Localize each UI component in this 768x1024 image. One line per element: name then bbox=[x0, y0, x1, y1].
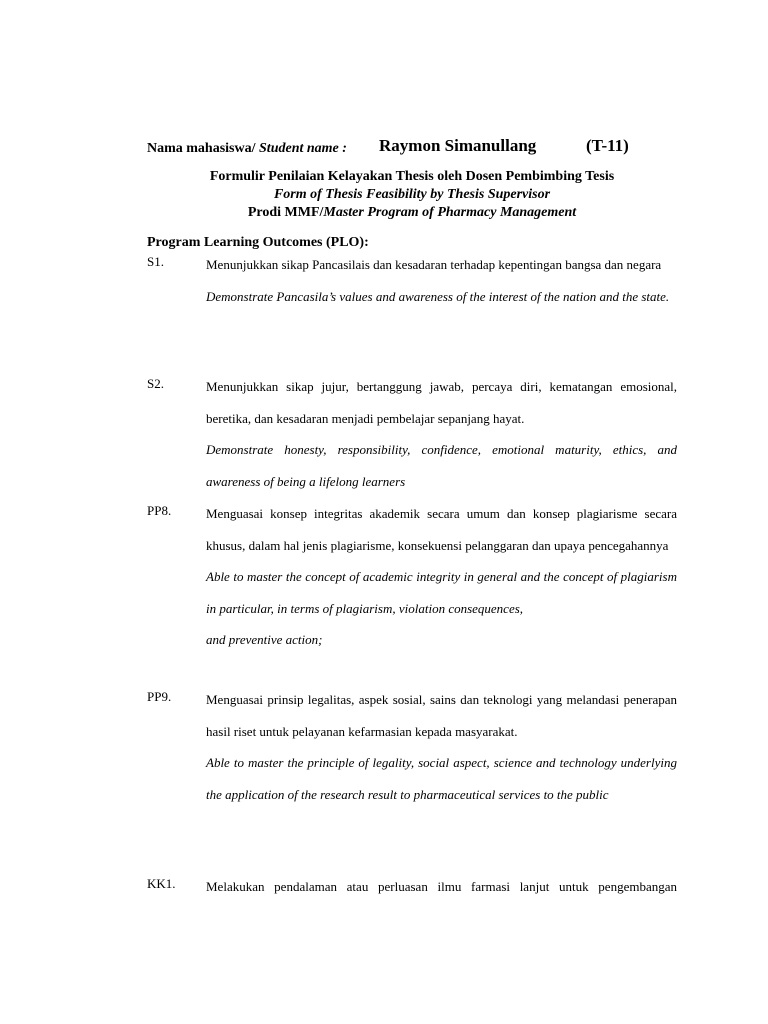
plo-code: KK1. bbox=[147, 876, 176, 891]
plo-text-english: Able to master the concept of academic integrity in general and the concept of plagiarism in particular, in terms of plagiarism, violation consequences, bbox=[206, 569, 677, 616]
name-label-en: Student name : bbox=[259, 141, 347, 156]
student-name-line bbox=[147, 136, 707, 161]
plo-body bbox=[206, 871, 677, 903]
plo-text-english: Able to master the principle of legality, social aspect, science and technology underlying the application of the research result to pharmaceutical services to the public bbox=[206, 755, 677, 802]
plo-body bbox=[206, 249, 677, 312]
program-name: Master Program of Pharmacy Management bbox=[323, 205, 577, 220]
student-code: (T-11) bbox=[586, 136, 629, 155]
plo-code: PP9. bbox=[147, 689, 172, 704]
plo-heading: Program Learning Outcomes (PLO): bbox=[147, 235, 369, 250]
title-indonesian: Formulir Penilaian Kelayakan Thesis oleh Dosen Pembimbing Tesis bbox=[209, 169, 615, 184]
plo-text-indonesian: Menguasai konsep integritas akademik secara umum dan konsep plagiarisme secara khusus, dalam hal jenis plagiarisme, konsekuensi pelanggaran dan upaya pencegahannya bbox=[206, 506, 677, 553]
plo-code: S2. bbox=[147, 376, 164, 391]
plo-text-english-continued: and preventive action; bbox=[206, 632, 323, 647]
plo-code: PP8. bbox=[147, 503, 172, 518]
name-label: Nama mahasiswa/ bbox=[147, 141, 260, 156]
plo-body bbox=[206, 498, 677, 656]
plo-code: S1. bbox=[147, 254, 164, 269]
plo-text-indonesian: Melakukan pendalaman atau perluasan ilmu farmasi lanjut untuk pengembangan bbox=[206, 879, 677, 894]
plo-text-indonesian: Menunjukkan sikap Pancasilais dan kesadaran terhadap kepentingan bangsa dan negara bbox=[206, 257, 662, 272]
plo-text-english: Demonstrate honesty, responsibility, confidence, emotional maturity, ethics, and awareness of being a lifelong learners bbox=[206, 442, 677, 489]
plo-text-indonesian: Menunjukkan sikap jujur, bertanggung jawab, percaya diri, kematangan emosional, beretika, dan kesadaran menjadi pembelajar sepanjang hayat. bbox=[206, 379, 677, 426]
plo-body bbox=[206, 684, 677, 810]
form-title bbox=[147, 168, 677, 222]
program-line bbox=[147, 204, 677, 222]
program-prefix: Prodi MMF/ bbox=[247, 205, 324, 220]
student-name: Raymon Simanullang bbox=[379, 136, 537, 155]
plo-text-indonesian: Menguasai prinsip legalitas, aspek sosial, sains dan teknologi yang melandasi penerapan hasil riset untuk pelayanan kefarmasian kepada masyarakat. bbox=[206, 692, 677, 739]
title-english: Form of Thesis Feasibility by Thesis Supervisor bbox=[273, 187, 551, 202]
plo-text-english: Demonstrate Pancasila’s values and awareness of the interest of the nation and the state. bbox=[206, 288, 670, 304]
plo-body bbox=[206, 371, 677, 497]
